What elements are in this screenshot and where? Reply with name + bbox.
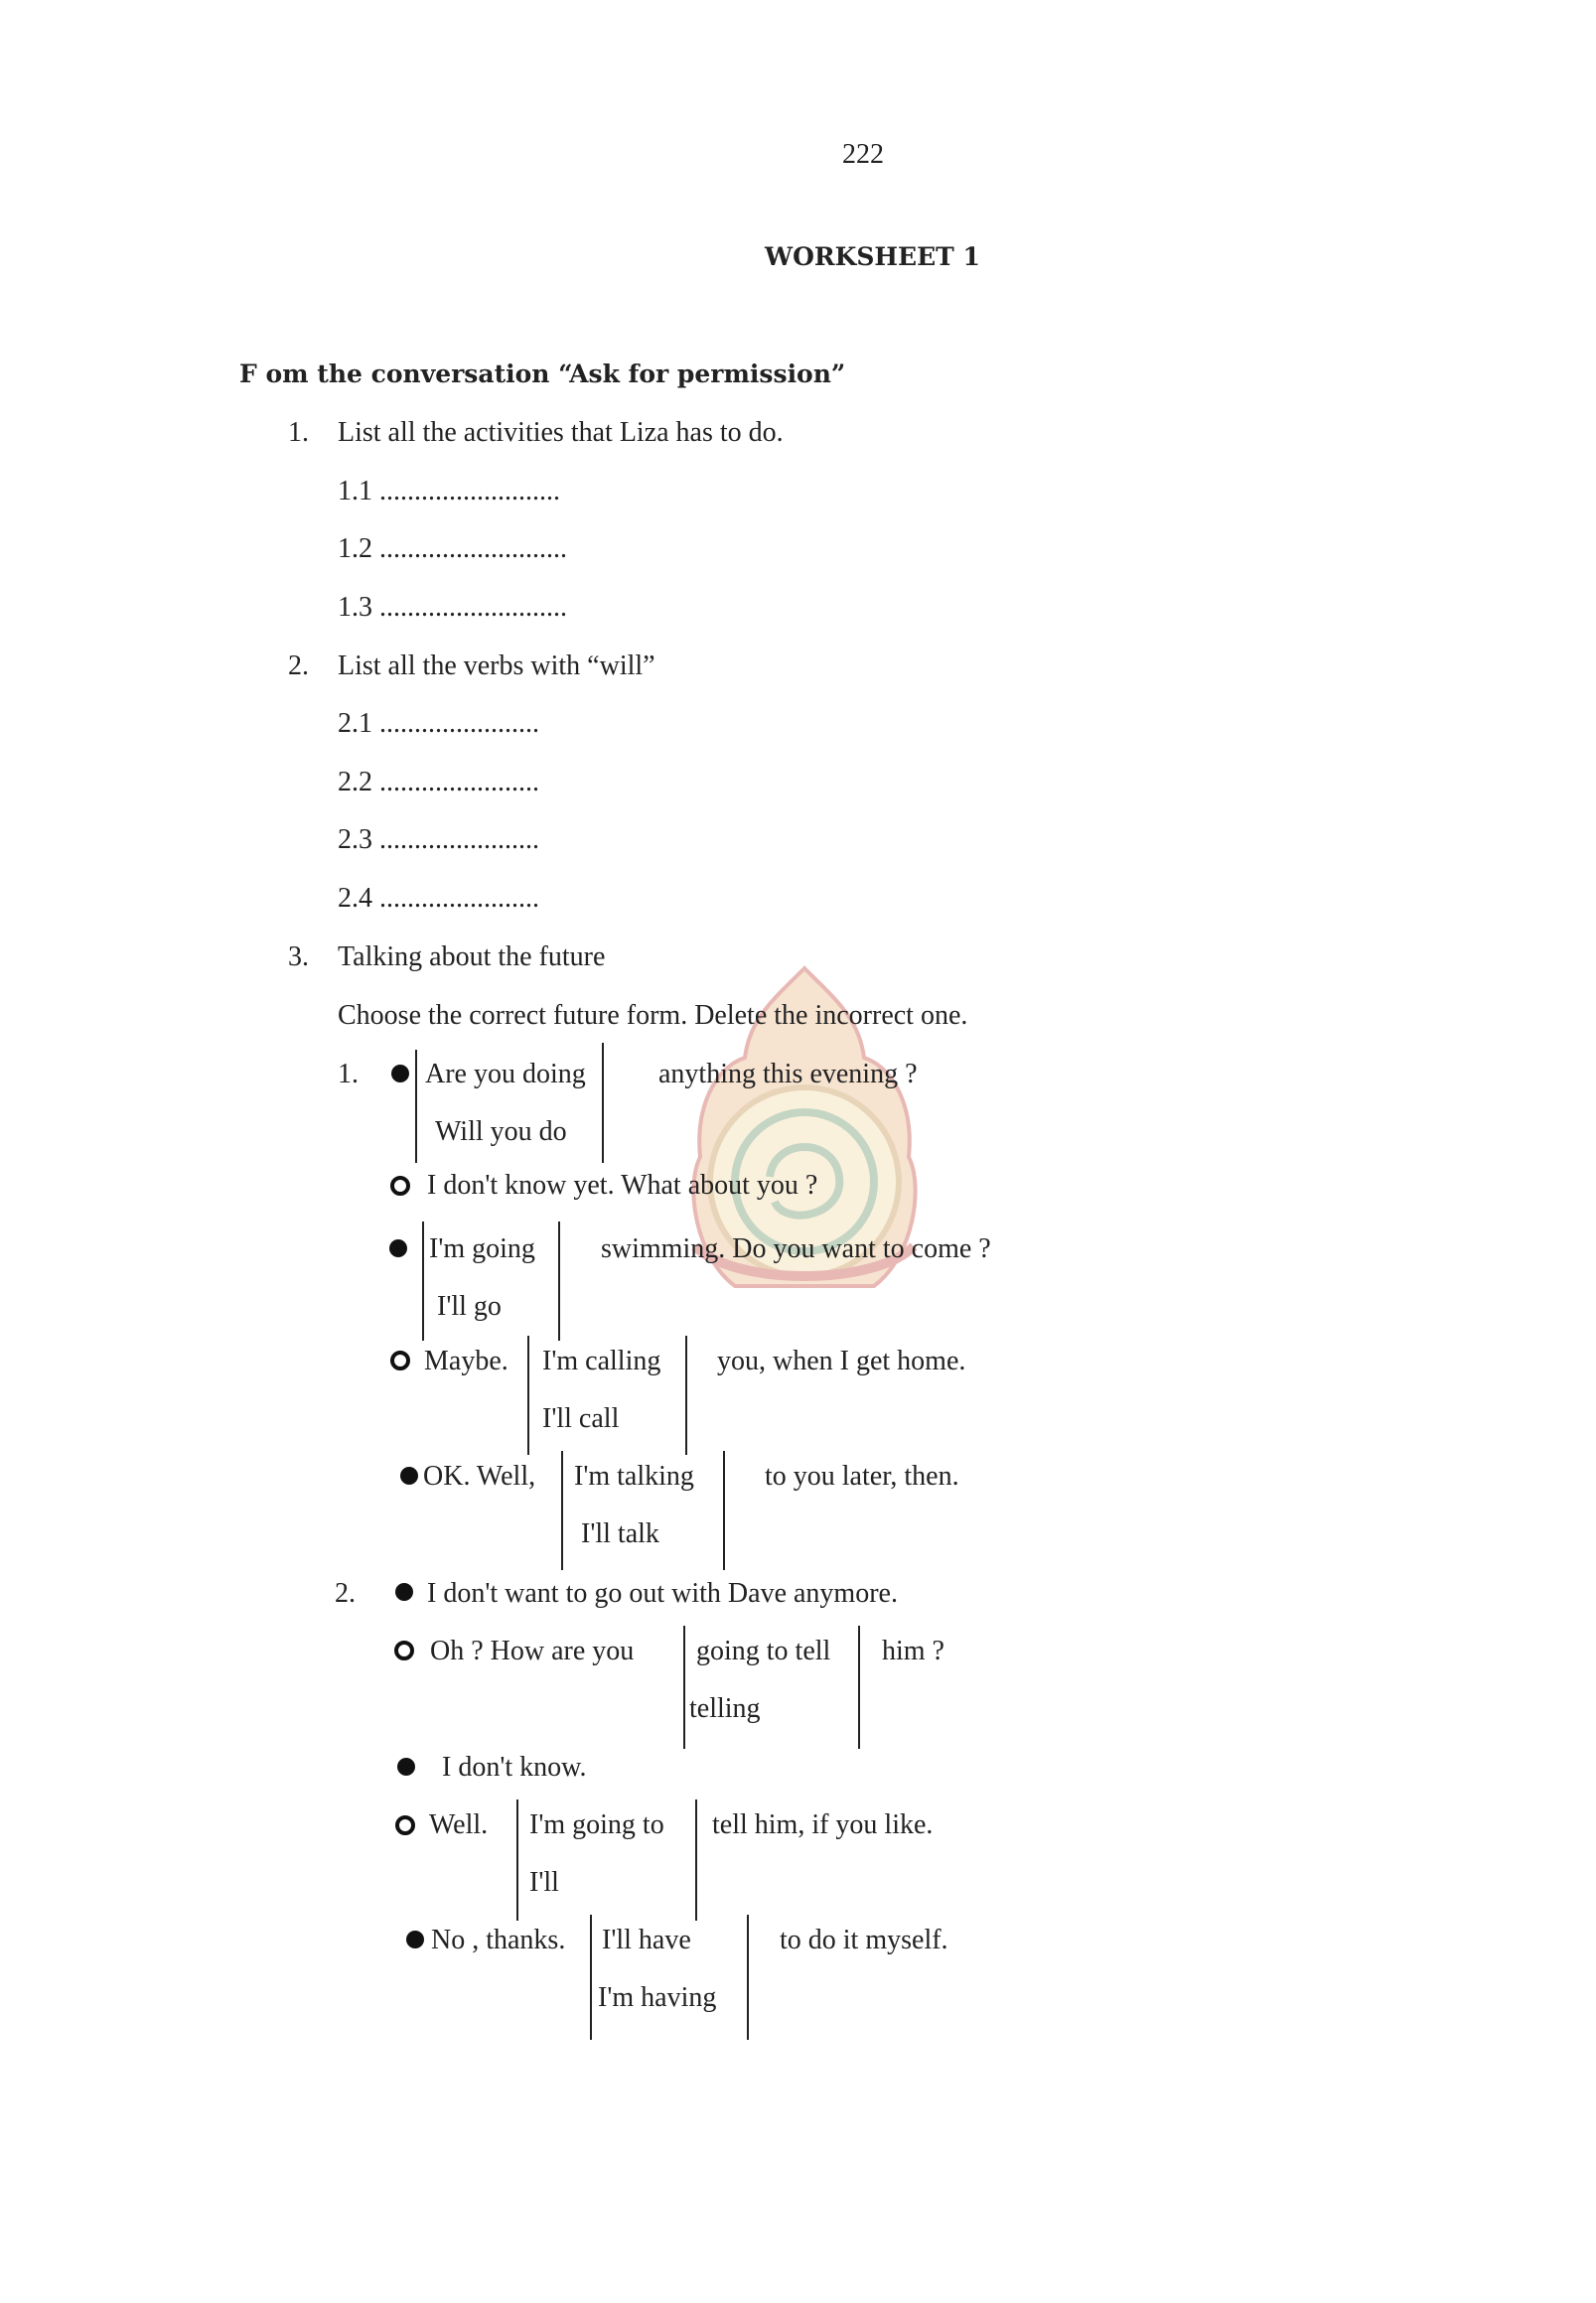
choice-option: I'm going — [429, 1233, 535, 1264]
speaker-a-bullet-icon — [400, 1467, 418, 1485]
speaker-b-bullet-icon — [390, 1351, 410, 1370]
sentence-text: Maybe. — [424, 1346, 508, 1376]
q3-instruction: Choose the correct future form. Delete the incorrect one. — [338, 1000, 968, 1031]
q1-text: List all the activities that Liza has to do. — [338, 417, 784, 448]
answer-line: 2.3 ....................... — [338, 824, 539, 855]
q3-text: Talking about the future — [338, 941, 606, 972]
sentence-text: Oh ? How are you — [430, 1636, 635, 1666]
sentence-text: to you later, then. — [765, 1461, 959, 1492]
choice-bracket-right — [723, 1451, 725, 1570]
choice-bracket-right — [685, 1336, 687, 1455]
choice-bracket-left — [561, 1451, 563, 1570]
choice-bracket-right — [858, 1626, 860, 1749]
answer-line: 2.4 ....................... — [338, 883, 539, 914]
speaker-a-bullet-icon — [397, 1758, 415, 1776]
sentence-text: anything this evening ? — [658, 1059, 918, 1089]
speaker-b-bullet-icon — [390, 1176, 410, 1196]
choice-option: Are you doing — [425, 1059, 586, 1089]
answer-line: 1.1 .......................... — [338, 476, 560, 506]
speaker-a-bullet-icon — [391, 1065, 409, 1082]
answer-line: 1.2 ........................... — [338, 533, 567, 564]
choice-bracket-left — [516, 1799, 518, 1921]
choice-bracket-right — [602, 1043, 604, 1163]
answer-line: 2.2 ....................... — [338, 767, 539, 797]
page-number: 222 — [842, 139, 884, 170]
choice-bracket-left — [422, 1222, 424, 1341]
q2-text: List all the verbs with “will” — [338, 650, 655, 681]
q3-number: 3. — [288, 941, 309, 972]
answer-line: 2.1 ....................... — [338, 708, 539, 739]
q1-number: 1. — [288, 417, 309, 448]
choice-option: I'll have — [602, 1925, 691, 1955]
choice-bracket-left — [590, 1915, 592, 2040]
exercise-number: 1. — [338, 1059, 359, 1089]
choice-bracket-left — [415, 1050, 417, 1163]
sentence-text: Well. — [429, 1809, 489, 1840]
choice-bracket-right — [558, 1222, 560, 1341]
choice-option: I'm talking — [574, 1461, 694, 1492]
choice-option: I'll go — [437, 1291, 502, 1322]
sentence-text: tell him, if you like. — [712, 1809, 934, 1840]
sentence-text: him ? — [882, 1636, 944, 1666]
exercise-number: 2. — [335, 1578, 356, 1609]
choice-bracket-right — [695, 1799, 697, 1921]
choice-option: I'll — [529, 1867, 559, 1898]
sentence-text: swimming. Do you want to come ? — [601, 1233, 991, 1264]
sentence-text: I don't know. — [442, 1752, 587, 1783]
choice-option: I'll call — [542, 1403, 620, 1434]
choice-bracket-left — [527, 1336, 529, 1455]
sentence-text: OK. Well, — [423, 1461, 536, 1492]
choice-bracket-right — [747, 1915, 749, 2040]
choice-option: I'm having — [598, 1982, 717, 2013]
sentence-text: you, when I get home. — [717, 1346, 966, 1376]
choice-option: telling — [689, 1693, 761, 1724]
speaker-b-bullet-icon — [394, 1641, 414, 1660]
speaker-b-bullet-icon — [395, 1815, 415, 1835]
sentence-text: I don't know yet. What about you ? — [427, 1170, 818, 1201]
speaker-a-bullet-icon — [389, 1239, 407, 1257]
choice-option: going to tell — [696, 1636, 831, 1666]
q2-number: 2. — [288, 650, 309, 681]
choice-option: I'll talk — [581, 1518, 659, 1549]
sentence-text: to do it myself. — [780, 1925, 948, 1955]
answer-line: 1.3 ........................... — [338, 592, 567, 623]
choice-option: I'm calling — [542, 1346, 661, 1376]
sentence-text: No , thanks. — [431, 1925, 566, 1955]
speaker-a-bullet-icon — [406, 1931, 424, 1948]
choice-bracket-left — [683, 1626, 685, 1749]
speaker-a-bullet-icon — [395, 1583, 413, 1601]
choice-option: Will you do — [435, 1116, 567, 1147]
page-title: WORKSHEET 1 — [765, 242, 980, 271]
sentence-text: I don't want to go out with Dave anymore. — [427, 1578, 898, 1609]
choice-option: I'm going to — [529, 1809, 664, 1840]
section-heading: F om the conversation “Ask for permission” — [239, 360, 846, 388]
